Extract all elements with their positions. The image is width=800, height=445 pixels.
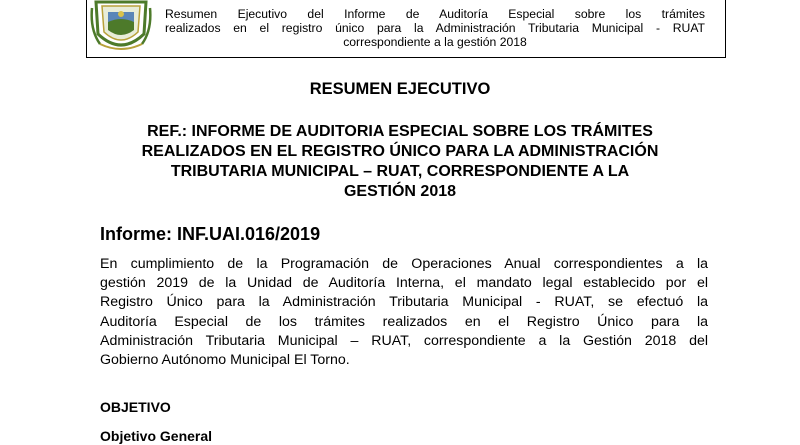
- subsection-heading-objetivo-general: Objetivo General: [100, 428, 213, 444]
- body-paragraph: [100, 255, 708, 370]
- reference-line: TRIBUTARIA MUNICIPAL – RUAT, CORRESPONDIENTE A LA: [170, 163, 630, 180]
- paragraph-line: Auditoría Especial de los trámites realizados en el Registro Único para la: [100, 313, 708, 330]
- header-text: [165, 7, 705, 49]
- paragraph-line: Administración Tributaria Municipal – RUAT, correspondiente a la Gestión 2018 del: [100, 332, 708, 349]
- reference-heading: [110, 122, 690, 202]
- paragraph-line: Gobierno Autónomo Municipal El Torno.: [100, 352, 350, 369]
- section-heading-objetivo: OBJETIVO: [100, 399, 171, 415]
- document-title: RESUMEN EJECUTIVO: [309, 80, 491, 98]
- paragraph-line: gestión 2019 de la Unidad de Auditoría Interna, el mandato legal establecido por el: [100, 275, 708, 292]
- report-number: Informe: INF.UAI.016/2019: [100, 224, 321, 244]
- header-line: correspondiente a la gestión 2018: [343, 35, 527, 49]
- header-line: Resumen Ejecutivo del Informe de Auditoría Especial sobre los trámites: [165, 7, 705, 21]
- municipal-seal-icon: [90, 0, 152, 54]
- header-line: realizados en el registro único para la Administración Tributaria Municipal - RUAT: [165, 21, 705, 35]
- reference-line: REF.: INFORME DE AUDITORIA ESPECIAL SOBRE LOS TRÁMITES: [147, 123, 653, 140]
- paragraph-line: En cumplimiento de la Programación de Operaciones Anual correspondientes a la: [100, 256, 708, 272]
- paragraph-line: Registro Único para la Administración Tributaria Municipal - RUAT, se efectuó la: [100, 294, 708, 311]
- reference-line: REALIZADOS EN EL REGISTRO ÚNICO PARA LA ADMINISTRACIÓN: [141, 143, 659, 160]
- reference-line: GESTIÓN 2018: [343, 183, 457, 200]
